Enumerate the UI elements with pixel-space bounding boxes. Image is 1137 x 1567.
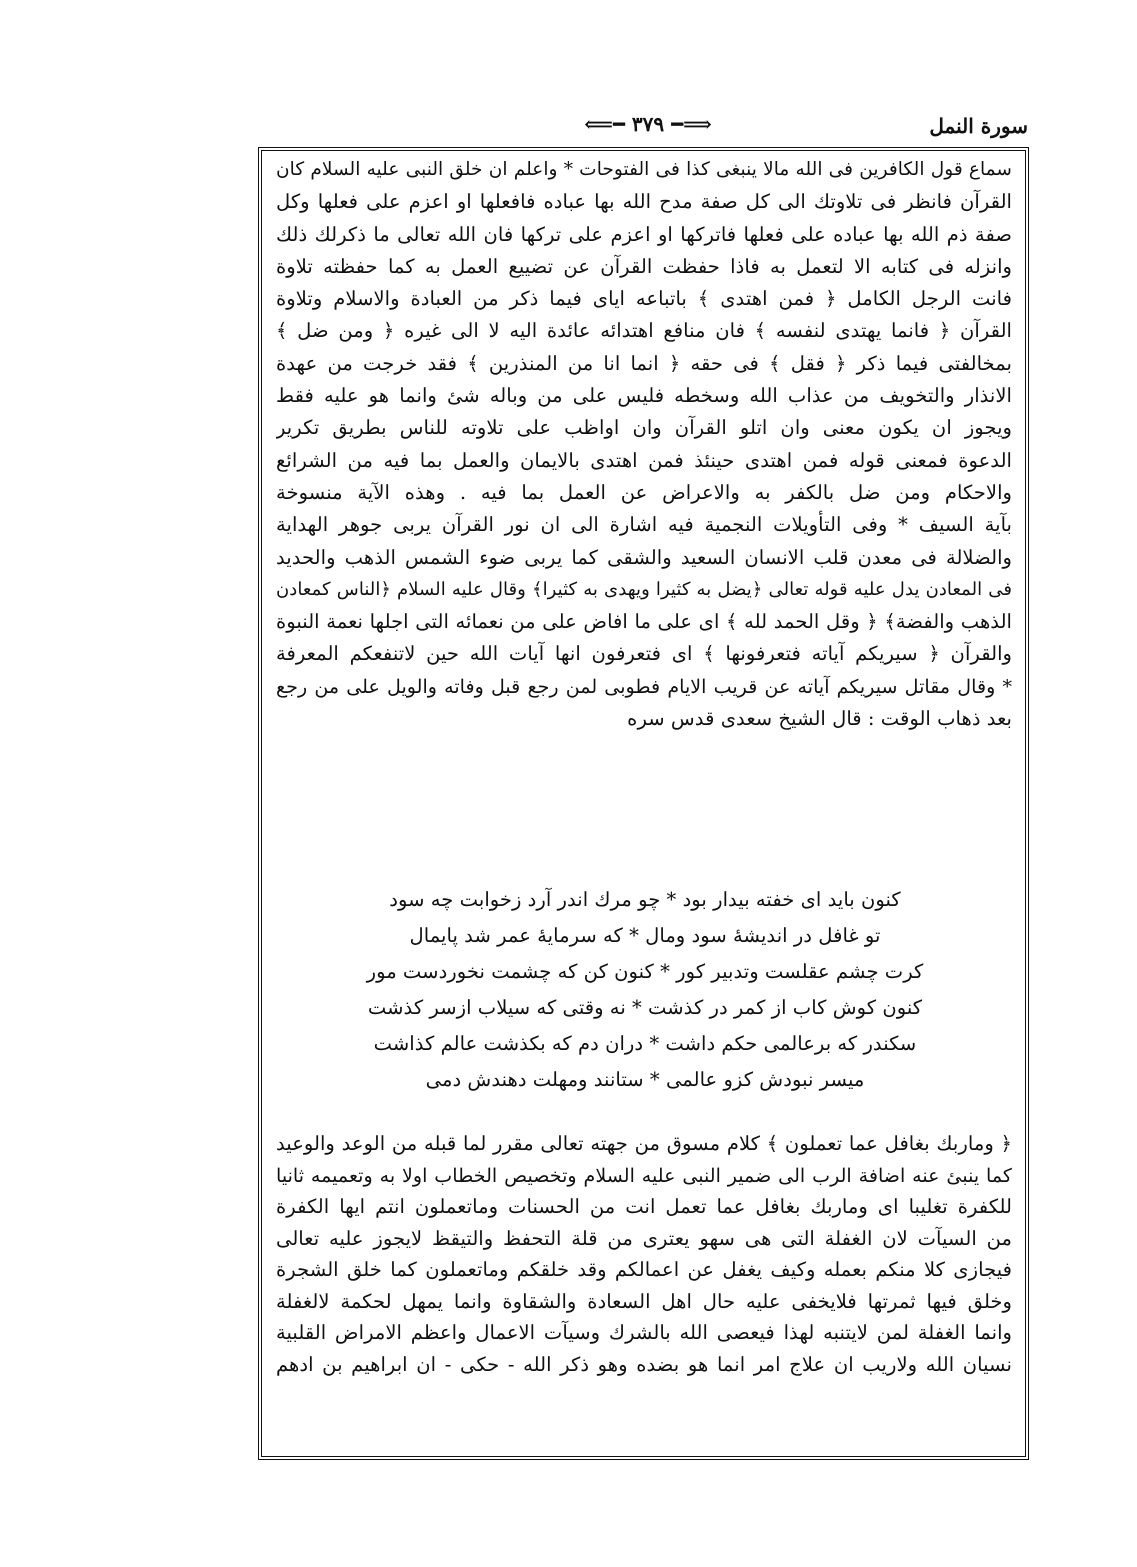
text-line: القرآن ﴿ فانما يهتدى لنفسه ﴾ فان منافع اهتدائه عائدة اليه لا الى غيره ﴿ ومن ضل ﴾ [276,319,1012,343]
text-line: الانذار والتخويف من عذاب الله وسخطه فليس على من وباله شئ وانما هو عليه فقط [276,384,1012,408]
text-line: للكفرة تغليبا اى وماربك بغافل عما تعمل انت من الحسنات وماتعملون انتم ايها الكفرة [276,1195,1012,1218]
text-line: والضلالة فى معدن قلب الانسان السعيد والشقى كما يربى ضوء الشمس الذهب والحديد [276,545,1012,569]
ornament-left: ⟸━ [584,112,632,136]
text-line: وانما الغفلة لمن لايتنبه لهذا فيعصى الله بالشرك وسيآت الاعمال واعظم الامراض القلبية [276,1321,1012,1344]
text-line: سماع قول الكافرين فى الله مالا ينبغى كذا فى الفتوحات * واعلم ان خلق النبى عليه السلام كان [276,159,1012,180]
text-line: وانزله فى كتابه الا لتعمل به فاذا حفظت القرآن عن تضييع العمل به كما حفظته تلاوة [276,254,1012,278]
main-text-continued [276,1128,1012,1380]
main-text [276,154,1012,735]
text-line: فى المعادن يدل عليه قوله تعالى ﴿يضل به كثيرا ويهدى به كثيرا﴾ وقال عليه السلام ﴿الناس كمعادن [276,578,1012,600]
text-line: ﴿ وماربك بغافل عما تعملون ﴾ كلام مسوق من جهته تعالى مقرر لما قبله من الوعد والوعيد [276,1132,1012,1155]
text-line: نسيان الله ولاريب ان علاج امر انما هو بضده وهو ذكر الله - حكى - ان ابراهيم بن ادهم [276,1352,1012,1376]
text-line: صفة ذم الله بها عباده على فعلها فاتركها او اعزم على تركها فان الله تعالى ما ذكرلك ذلك [276,222,1012,246]
page-header [268,112,1028,148]
text-line: بمخالفتى فيما ذكر ﴿ فقل ﴾ فى حقه ﴿ انما انا من المنذرين ﴾ فقد خرجت من عهدة [276,351,1012,375]
text-line: الدعوة فمعنى قوله فمن اهتدى حينئذ فمن اهتدى بالايمان والعمل بما فيه من الشرائع [276,448,1012,472]
poem-line: ميسر نبودش كزو عالمى * ستانند ومهلت دهندش دمى [425,1068,865,1091]
text-line: والقرآن ﴿ سيريكم آياته فتعرفونها ﴾ اى فتعرفون انها آيات الله حين لاتنفعكم المعرفة [276,642,1012,666]
text-line: * وقال مقاتل سيريكم آياته عن قريب الايام فطوبى لمن رجع قبل وفاته والويل على من رجع [276,674,1012,698]
poem-line: سكندر كه برعالمى حكم داشت * دران دم كه بكذشت عالم كذاشت [373,1032,917,1055]
poem-line: كنون كوش كاب از كمر در كذشت * نه وقتى كه سيلاب ازسر كذشت [367,996,923,1019]
text-line: الذهب والفضة﴾ ﴿ وقل الحمد لله ﴾ اى على ما افاض على من نعمائه التى اجلها نعمة النبوة [276,610,1012,634]
poem-line: كنون بايد اى خفته بيدار بود * چو مرك اندر آرد زخوابت چه سود [389,888,901,911]
text-line: فانت الرجل الكامل ﴿ فمن اهتدى ﴾ باتباعه اياى فيما ذكر من العبادة والاسلام وتلاوة [276,287,1012,311]
text-line: بعد ذهاب الوقت : قال الشيخ سعدى قدس سره [627,707,1012,731]
text-line: بآية السيف * وفى التأويلات النجمية فيه اشارة الى ان نور القرآن يربى جوهر الهداية [276,513,1012,537]
text-line: القرآن فانظر فى تلاوتك الى كل صفة مدح الله بها عباده فافعلها او اعزم على فعلها وكل [276,190,1012,214]
text-line: ويجوز ان يكون معنى وان اتلو القرآن وان اواظب على تلاوته للناس بطريق تكرير [276,416,1012,440]
poem-line: تو غافل در انديشهٔ سود ومال * كه سرمايهٔ عمر شد پايمال [409,924,881,947]
text-line: فيجازى كلا منكم بعمله وكيف يغفل عن اعمالكم وقد خلقكم وماتعملون كما خلق الشجرة [276,1258,1012,1281]
text-line: كما ينبئ عنه اضافة الرب الى ضمير النبى عليه السلام وتخصيص الخطاب اولا به وتعميمه ثانيا [276,1163,1012,1187]
poem-block [300,882,990,1098]
page-number: ⟸━ ۳۷۹ ━⟹ [584,112,712,136]
text-line: والاحكام ومن ضل بالكفر به والاعراض عن العمل بما فيه . وهذه الآية منسوخة [276,480,1012,504]
text-line: من السيآت لان الغفلة التى هى سهو يعترى من قلة التحفظ والتيقظ لايجوز عليه تعالى [276,1226,1012,1250]
text-line: وخلق فيها ثمرتها فلايخفى عليه حال اهل السعادة والشقاوة وانما يمهل لحكمة لالغفلة [276,1289,1012,1313]
surah-title: سورة النمل [929,114,1028,138]
poem-line: كرت چشم عقلست وتدبير كور * كنون كن كه چشمت نخوردست مور [366,960,924,983]
ornament-right: ━⟹ [664,112,712,136]
